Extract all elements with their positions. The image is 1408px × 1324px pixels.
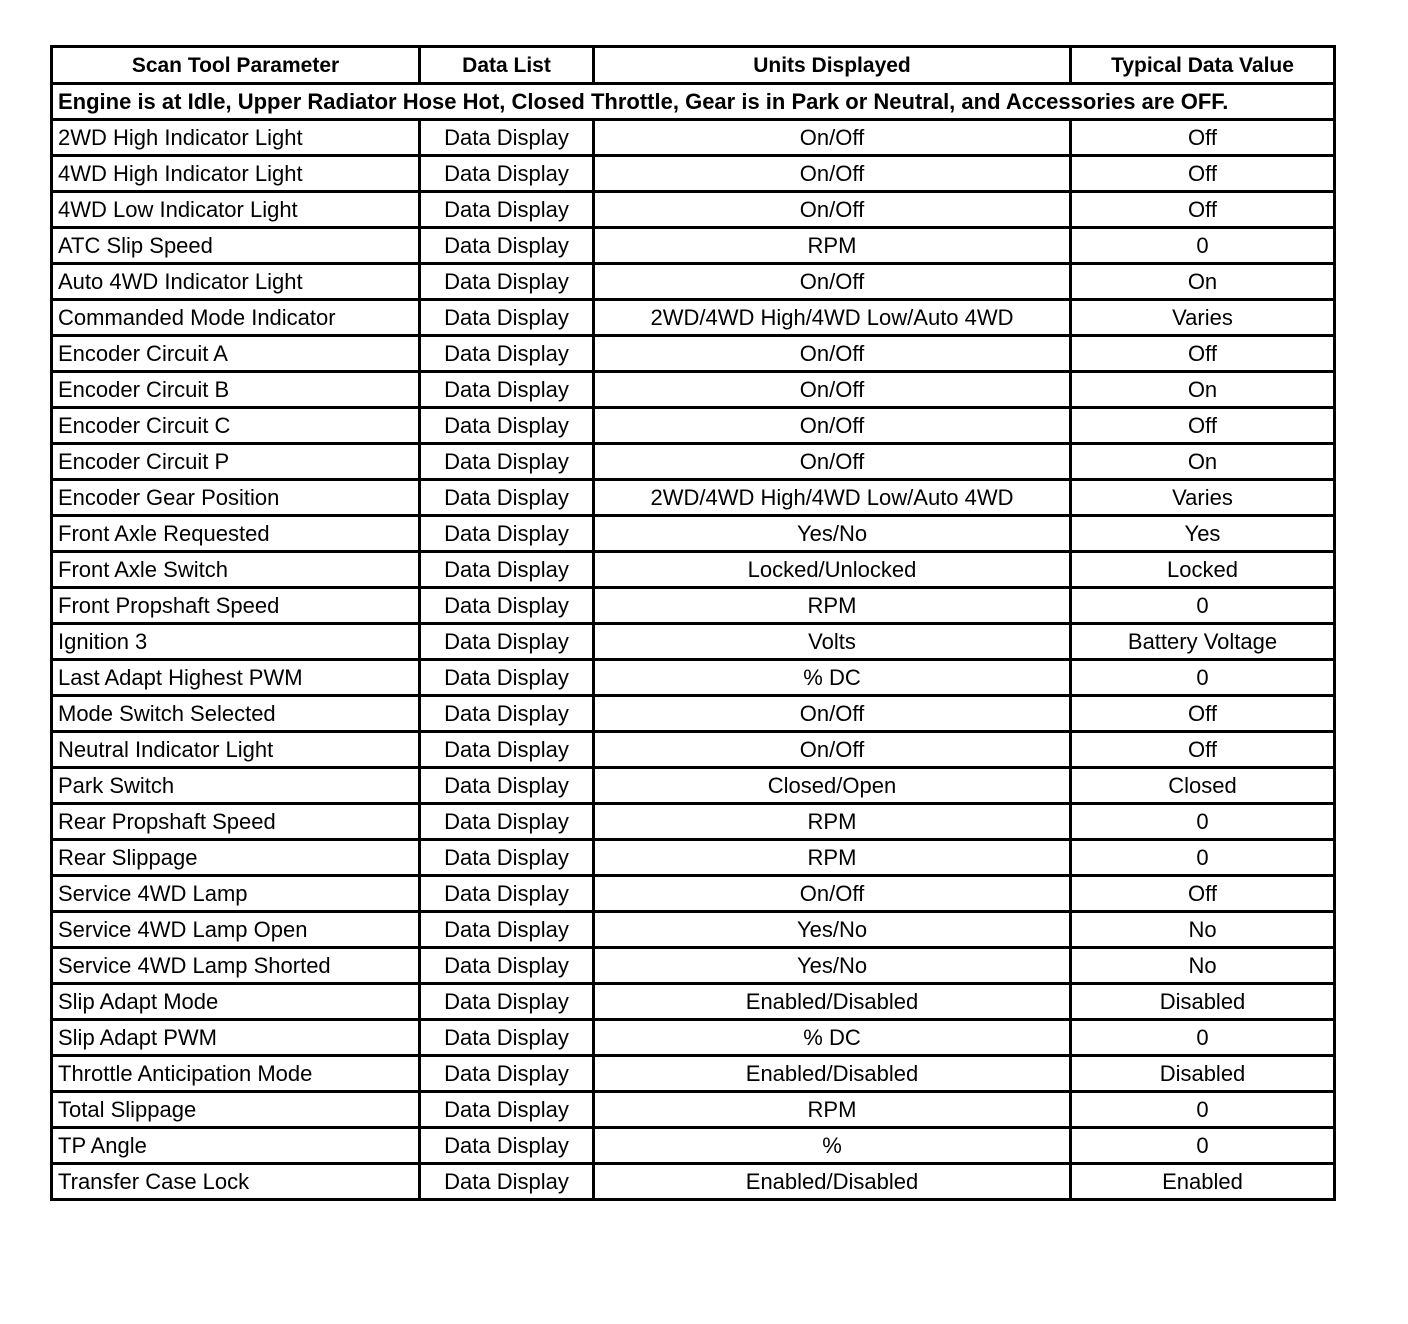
cell-data-list: Data Display bbox=[420, 336, 594, 372]
table-row bbox=[52, 768, 1335, 804]
cell-units: Yes/No bbox=[594, 912, 1071, 948]
cell-data-list: Data Display bbox=[420, 300, 594, 336]
cell-typical-value: On bbox=[1071, 372, 1335, 408]
cell-parameter: Mode Switch Selected bbox=[52, 696, 420, 732]
cell-parameter: Throttle Anticipation Mode bbox=[52, 1056, 420, 1092]
table-row bbox=[52, 408, 1335, 444]
table-row bbox=[52, 516, 1335, 552]
cell-data-list: Data Display bbox=[420, 516, 594, 552]
cell-parameter: Encoder Circuit C bbox=[52, 408, 420, 444]
cell-data-list: Data Display bbox=[420, 1092, 594, 1128]
cell-data-list: Data Display bbox=[420, 1128, 594, 1164]
cell-parameter: Auto 4WD Indicator Light bbox=[52, 264, 420, 300]
table-row bbox=[52, 804, 1335, 840]
cell-units: % bbox=[594, 1128, 1071, 1164]
table-row bbox=[52, 984, 1335, 1020]
cell-data-list: Data Display bbox=[420, 948, 594, 984]
cell-units: RPM bbox=[594, 228, 1071, 264]
cell-data-list: Data Display bbox=[420, 768, 594, 804]
cell-parameter: Rear Propshaft Speed bbox=[52, 804, 420, 840]
cell-data-list: Data Display bbox=[420, 696, 594, 732]
table-header-row bbox=[52, 47, 1335, 84]
cell-parameter: Total Slippage bbox=[52, 1092, 420, 1128]
cell-parameter: Service 4WD Lamp Shorted bbox=[52, 948, 420, 984]
table-row bbox=[52, 300, 1335, 336]
cell-data-list: Data Display bbox=[420, 264, 594, 300]
cell-typical-value: Disabled bbox=[1071, 984, 1335, 1020]
cell-data-list: Data Display bbox=[420, 156, 594, 192]
cell-units: RPM bbox=[594, 1092, 1071, 1128]
table-row bbox=[52, 1092, 1335, 1128]
table-row bbox=[52, 156, 1335, 192]
cell-typical-value: 0 bbox=[1071, 660, 1335, 696]
cell-typical-value: On bbox=[1071, 264, 1335, 300]
cell-parameter: Park Switch bbox=[52, 768, 420, 804]
cell-units: On/Off bbox=[594, 372, 1071, 408]
cell-units: On/Off bbox=[594, 264, 1071, 300]
header-units-displayed: Units Displayed bbox=[594, 47, 1071, 84]
cell-data-list: Data Display bbox=[420, 480, 594, 516]
cell-parameter: Ignition 3 bbox=[52, 624, 420, 660]
cell-data-list: Data Display bbox=[420, 1164, 594, 1200]
table-row bbox=[52, 120, 1335, 156]
cell-data-list: Data Display bbox=[420, 552, 594, 588]
cell-typical-value: 0 bbox=[1071, 588, 1335, 624]
cell-data-list: Data Display bbox=[420, 372, 594, 408]
cell-typical-value: Closed bbox=[1071, 768, 1335, 804]
cell-typical-value: Off bbox=[1071, 408, 1335, 444]
table-row bbox=[52, 840, 1335, 876]
cell-data-list: Data Display bbox=[420, 444, 594, 480]
cell-typical-value: No bbox=[1071, 948, 1335, 984]
condition-row bbox=[52, 84, 1335, 120]
cell-parameter: Encoder Circuit A bbox=[52, 336, 420, 372]
cell-parameter: 4WD High Indicator Light bbox=[52, 156, 420, 192]
cell-units: Enabled/Disabled bbox=[594, 1164, 1071, 1200]
cell-data-list: Data Display bbox=[420, 1020, 594, 1056]
table-row bbox=[52, 588, 1335, 624]
cell-data-list: Data Display bbox=[420, 984, 594, 1020]
table-row bbox=[52, 624, 1335, 660]
table-row bbox=[52, 696, 1335, 732]
cell-parameter: Encoder Circuit B bbox=[52, 372, 420, 408]
cell-typical-value: Off bbox=[1071, 732, 1335, 768]
operating-condition-note: Engine is at Idle, Upper Radiator Hose Hot, Closed Throttle, Gear is in Park or Neutral, and Accessories are OFF. bbox=[52, 84, 1335, 120]
cell-parameter: ATC Slip Speed bbox=[52, 228, 420, 264]
cell-units: On/Off bbox=[594, 696, 1071, 732]
header-typical-data-value: Typical Data Value bbox=[1071, 47, 1335, 84]
cell-typical-value: 0 bbox=[1071, 1020, 1335, 1056]
cell-typical-value: On bbox=[1071, 444, 1335, 480]
cell-typical-value: 0 bbox=[1071, 840, 1335, 876]
cell-units: On/Off bbox=[594, 120, 1071, 156]
table-row bbox=[52, 660, 1335, 696]
cell-data-list: Data Display bbox=[420, 624, 594, 660]
table-row bbox=[52, 912, 1335, 948]
cell-typical-value: Off bbox=[1071, 120, 1335, 156]
table-row bbox=[52, 1020, 1335, 1056]
cell-data-list: Data Display bbox=[420, 732, 594, 768]
cell-typical-value: Off bbox=[1071, 696, 1335, 732]
cell-data-list: Data Display bbox=[420, 408, 594, 444]
table-row bbox=[52, 264, 1335, 300]
cell-data-list: Data Display bbox=[420, 804, 594, 840]
scan-tool-data-table bbox=[50, 45, 1336, 1201]
table-row bbox=[52, 444, 1335, 480]
cell-units: RPM bbox=[594, 804, 1071, 840]
cell-data-list: Data Display bbox=[420, 1056, 594, 1092]
table-row bbox=[52, 1128, 1335, 1164]
table-row bbox=[52, 948, 1335, 984]
cell-data-list: Data Display bbox=[420, 876, 594, 912]
cell-parameter: Encoder Circuit P bbox=[52, 444, 420, 480]
cell-units: Enabled/Disabled bbox=[594, 1056, 1071, 1092]
cell-typical-value: 0 bbox=[1071, 228, 1335, 264]
table-row bbox=[52, 372, 1335, 408]
cell-typical-value: Disabled bbox=[1071, 1056, 1335, 1092]
cell-units: % DC bbox=[594, 1020, 1071, 1056]
cell-units: On/Off bbox=[594, 732, 1071, 768]
cell-typical-value: 0 bbox=[1071, 1092, 1335, 1128]
cell-parameter: Rear Slippage bbox=[52, 840, 420, 876]
cell-parameter: Commanded Mode Indicator bbox=[52, 300, 420, 336]
cell-parameter: Front Axle Switch bbox=[52, 552, 420, 588]
cell-data-list: Data Display bbox=[420, 120, 594, 156]
cell-typical-value: Enabled bbox=[1071, 1164, 1335, 1200]
cell-units: Enabled/Disabled bbox=[594, 984, 1071, 1020]
cell-data-list: Data Display bbox=[420, 228, 594, 264]
scan-tool-data-sheet bbox=[50, 45, 1333, 1201]
cell-units: 2WD/4WD High/4WD Low/Auto 4WD bbox=[594, 300, 1071, 336]
table-row bbox=[52, 480, 1335, 516]
cell-units: On/Off bbox=[594, 876, 1071, 912]
cell-units: Closed/Open bbox=[594, 768, 1071, 804]
cell-typical-value: Locked bbox=[1071, 552, 1335, 588]
cell-parameter: Front Axle Requested bbox=[52, 516, 420, 552]
table-row bbox=[52, 192, 1335, 228]
cell-units: Volts bbox=[594, 624, 1071, 660]
cell-parameter: Slip Adapt Mode bbox=[52, 984, 420, 1020]
cell-units: RPM bbox=[594, 588, 1071, 624]
cell-parameter: Last Adapt Highest PWM bbox=[52, 660, 420, 696]
cell-units: 2WD/4WD High/4WD Low/Auto 4WD bbox=[594, 480, 1071, 516]
cell-typical-value: Off bbox=[1071, 336, 1335, 372]
header-data-list: Data List bbox=[420, 47, 594, 84]
cell-parameter: Service 4WD Lamp Open bbox=[52, 912, 420, 948]
cell-units: On/Off bbox=[594, 444, 1071, 480]
cell-units: Yes/No bbox=[594, 948, 1071, 984]
table-row bbox=[52, 1164, 1335, 1200]
cell-data-list: Data Display bbox=[420, 840, 594, 876]
cell-units: RPM bbox=[594, 840, 1071, 876]
cell-units: Yes/No bbox=[594, 516, 1071, 552]
cell-units: % DC bbox=[594, 660, 1071, 696]
cell-parameter: Encoder Gear Position bbox=[52, 480, 420, 516]
table-row bbox=[52, 552, 1335, 588]
cell-typical-value: 0 bbox=[1071, 804, 1335, 840]
cell-typical-value: Varies bbox=[1071, 300, 1335, 336]
cell-parameter: TP Angle bbox=[52, 1128, 420, 1164]
cell-typical-value: Off bbox=[1071, 876, 1335, 912]
cell-typical-value: 0 bbox=[1071, 1128, 1335, 1164]
cell-units: On/Off bbox=[594, 156, 1071, 192]
cell-units: Locked/Unlocked bbox=[594, 552, 1071, 588]
table-row bbox=[52, 228, 1335, 264]
cell-units: On/Off bbox=[594, 336, 1071, 372]
cell-typical-value: Off bbox=[1071, 156, 1335, 192]
cell-typical-value: No bbox=[1071, 912, 1335, 948]
table-row bbox=[52, 732, 1335, 768]
cell-parameter: Service 4WD Lamp bbox=[52, 876, 420, 912]
header-scan-tool-parameter: Scan Tool Parameter bbox=[52, 47, 420, 84]
cell-typical-value: Varies bbox=[1071, 480, 1335, 516]
cell-parameter: Neutral Indicator Light bbox=[52, 732, 420, 768]
table-row bbox=[52, 876, 1335, 912]
cell-typical-value: Battery Voltage bbox=[1071, 624, 1335, 660]
cell-parameter: Front Propshaft Speed bbox=[52, 588, 420, 624]
cell-data-list: Data Display bbox=[420, 192, 594, 228]
cell-typical-value: Off bbox=[1071, 192, 1335, 228]
table-row bbox=[52, 336, 1335, 372]
cell-units: On/Off bbox=[594, 192, 1071, 228]
cell-parameter: Slip Adapt PWM bbox=[52, 1020, 420, 1056]
cell-parameter: 4WD Low Indicator Light bbox=[52, 192, 420, 228]
cell-data-list: Data Display bbox=[420, 912, 594, 948]
table-row bbox=[52, 1056, 1335, 1092]
cell-parameter: Transfer Case Lock bbox=[52, 1164, 420, 1200]
cell-parameter: 2WD High Indicator Light bbox=[52, 120, 420, 156]
cell-data-list: Data Display bbox=[420, 588, 594, 624]
cell-typical-value: Yes bbox=[1071, 516, 1335, 552]
cell-data-list: Data Display bbox=[420, 660, 594, 696]
cell-units: On/Off bbox=[594, 408, 1071, 444]
